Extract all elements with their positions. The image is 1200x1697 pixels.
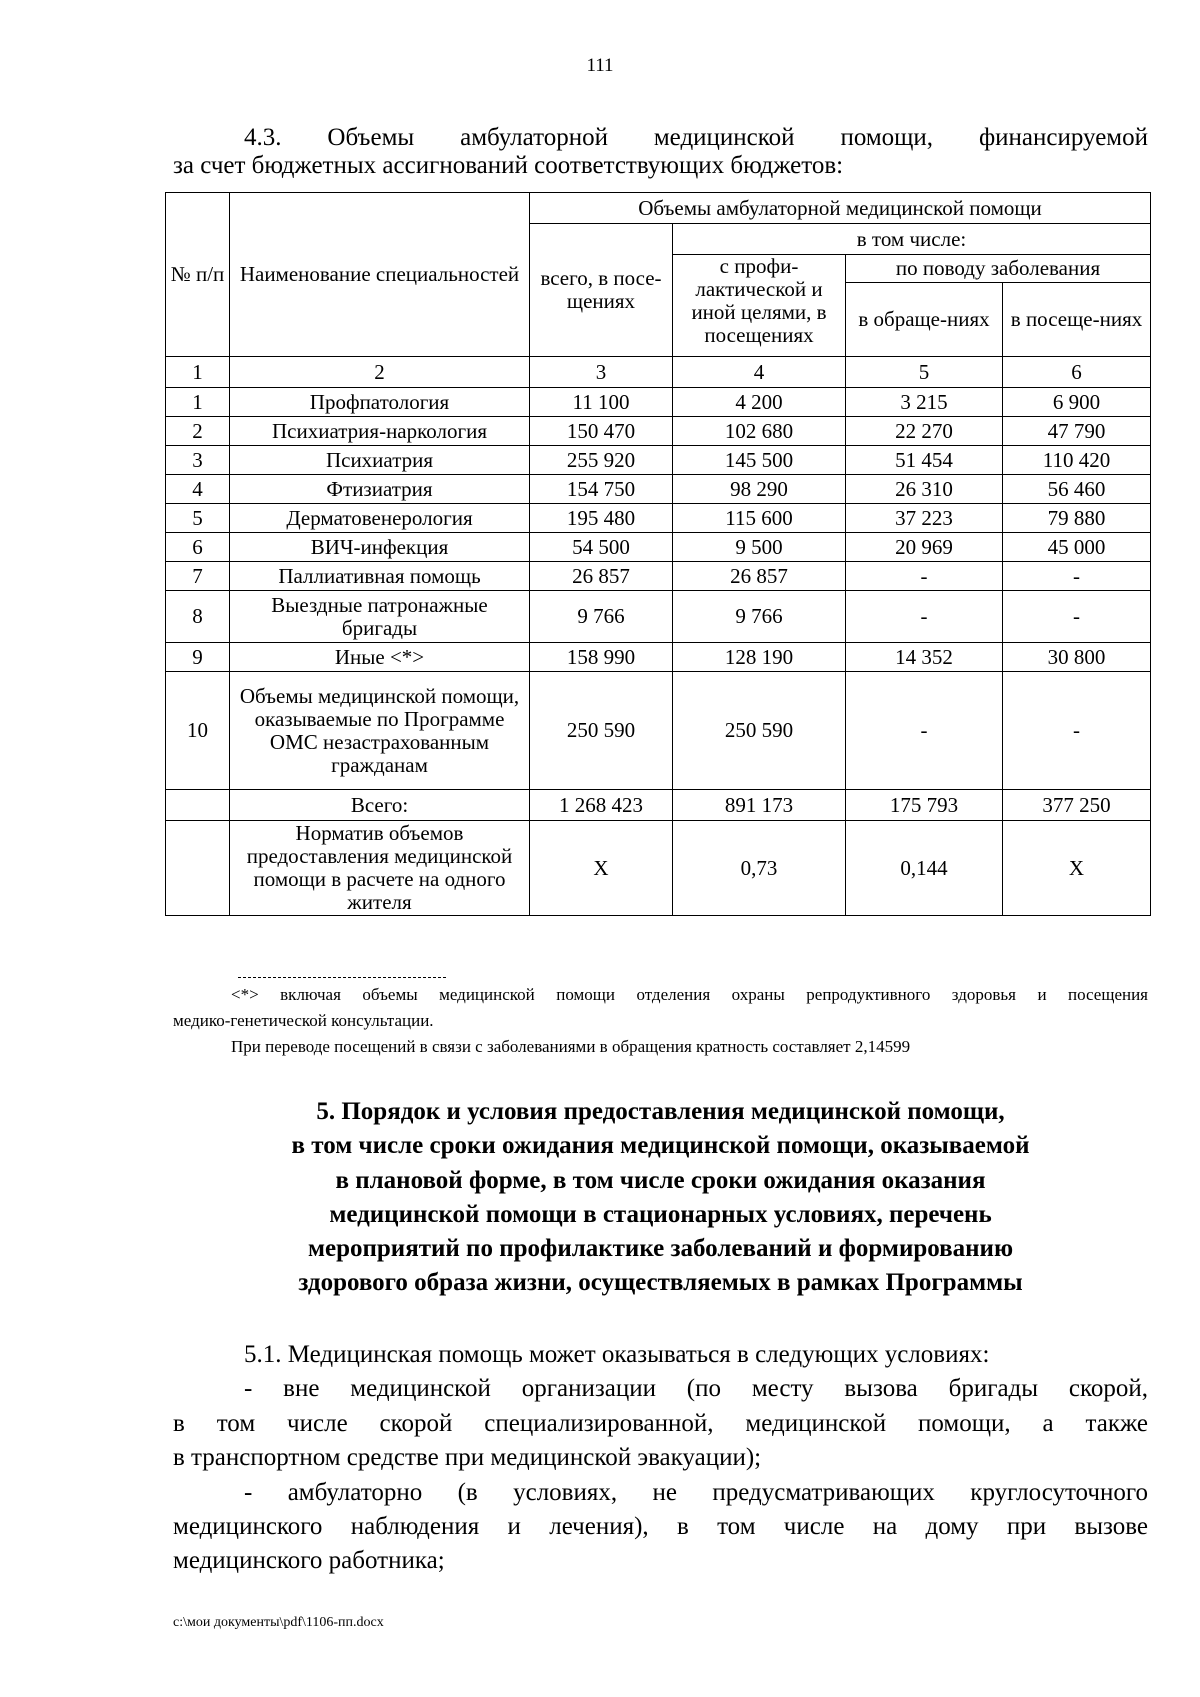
ambulatory-volumes-table [165,192,1151,916]
paragraph-ambulatory-line-3: медицинского работника; [173,1547,445,1575]
chapter-title-line: медицинской помощи в стационарных условиях, перечень [329,1200,992,1228]
table-cell: 9 500 [673,533,846,562]
table-cell: 891 173 [673,790,846,821]
table-row [166,417,1151,446]
paragraph-outside-line-2: в том числе скорой специализированной, медицинской помощи, а также [173,1409,1148,1437]
table-cell: Иные <*> [230,643,530,672]
table-cell: 3 [166,446,230,475]
table-cell: Психиатрия-наркология [230,417,530,446]
table-cell: 6 [1003,357,1151,388]
table-cell: 145 500 [673,446,846,475]
section-title [173,124,1148,180]
table-cell: 1 [166,357,230,388]
table-cell: Выездные патронажные бригады [230,591,530,643]
table-cell: 2 [230,357,530,388]
table-cell: 0,73 [673,821,846,916]
table-cell: - [846,672,1003,790]
paragraph-outside-line-1: - вне медицинской организации (по месту вызова бригады скорой, [244,1375,1148,1403]
table-cell: 11 100 [530,388,673,417]
section-title-line-1: 4.3. Объемы амбулаторной медицинской помощи, финансируемой [244,124,1148,151]
column-number-row [166,357,1151,388]
table-cell: 377 250 [1003,790,1151,821]
table-cell: - [1003,562,1151,591]
table-cell: 51 454 [846,446,1003,475]
table-cell: Х [530,821,673,916]
table-cell: 1 268 423 [530,790,673,821]
table-cell: 195 480 [530,504,673,533]
table-cell: 14 352 [846,643,1003,672]
paragraph-outside-line-3: в транспортном средстве при медицинской эвакуации); [173,1444,762,1472]
table-cell: - [1003,672,1151,790]
table-cell: 20 969 [846,533,1003,562]
table-cell: 98 290 [673,475,846,504]
table-cell: Дерматовенерология [230,504,530,533]
table-cell: 175 793 [846,790,1003,821]
footnote-line-1: <*> включая объемы медицинской помощи отделения охраны репродуктивного здоровья и посещения [231,985,1148,1004]
table-cell: 6 [166,533,230,562]
footnote-separator [238,977,446,978]
table-cell: 128 190 [673,643,846,672]
section-title-line-2: за счет бюджетных ассигнований соответствующих бюджетов: [173,152,844,179]
table-cell: 79 880 [1003,504,1151,533]
table-cell: 1 [166,388,230,417]
table-cell: 4 [673,357,846,388]
body-text [173,1338,1148,1579]
table-cell: Всего: [230,790,530,821]
table-cell: 0,144 [846,821,1003,916]
table-cell: 4 200 [673,388,846,417]
table-cell: 9 766 [673,591,846,643]
chapter-title-line: мероприятий по профилактике заболеваний и формированию [307,1235,1014,1263]
table-cell: 3 [530,357,673,388]
paragraph-ambulatory-line-2: медицинского наблюдения и лечения), в том числе на дому при вызове [173,1513,1148,1541]
paragraph-ambulatory-line-1: - амбулаторно (в условиях, не предусматривающих круглосуточного [244,1478,1148,1506]
table-cell: 26 857 [673,562,846,591]
table-cell: Фтизиатрия [230,475,530,504]
table-cell: Норматив объемов предоставления медицинской помощи в расчете на одного жителя [230,821,530,916]
paragraph-5-1: 5.1. Медицинская помощь может оказываться в следующих условиях: [244,1341,990,1368]
table-cell: 3 215 [846,388,1003,417]
chapter-title-line: здорового образа жизни, осуществляемых в рамках Программы [298,1269,1023,1297]
table-row [166,562,1151,591]
table-row [166,790,1151,821]
table-cell: 26 310 [846,475,1003,504]
table-cell: 115 600 [673,504,846,533]
table-cell: 102 680 [673,417,846,446]
table-cell: - [1003,591,1151,643]
table-cell: Х [1003,821,1151,916]
table-cell: 250 590 [673,672,846,790]
header-disease: по поводу заболевания [846,255,1151,283]
table-cell: Объемы медицинской помощи, оказываемые по Программе ОМС незастрахованным гражданам [230,672,530,790]
table-row [166,643,1151,672]
file-path: c:\мои документы\pdf\1106-пп.docx [173,1615,384,1630]
table-cell: 7 [166,562,230,591]
table-cell: 4 [166,475,230,504]
header-total: всего, в посе-щениях [530,224,673,357]
page-number: 111 [586,55,614,76]
table-cell: Паллиативная помощь [230,562,530,591]
table-cell: 110 420 [1003,446,1151,475]
table-cell: 30 800 [1003,643,1151,672]
header-name: Наименование специальностей [230,193,530,357]
table-cell: 10 [166,672,230,790]
table-cell: 45 000 [1003,533,1151,562]
table-cell: 22 270 [846,417,1003,446]
header-num: № п/п [166,193,230,357]
table-row [166,533,1151,562]
table-cell: - [846,562,1003,591]
table-cell: 47 790 [1003,417,1151,446]
chapter-title-line: в том числе сроки ожидания медицинской помощи, оказываемой [291,1132,1030,1160]
table-row [166,591,1151,643]
table-cell: Профпатология [230,388,530,417]
footnote-line-2: медико-генетической консультации. [173,1011,434,1030]
table-cell: - [846,591,1003,643]
table-cell [166,821,230,916]
table-row [166,504,1151,533]
table-cell: 158 990 [530,643,673,672]
conversion-note: При переводе посещений в связи с заболеваниями в обращения кратность составляет 2,14599 [231,1037,911,1056]
table-cell: 54 500 [530,533,673,562]
table-row [166,446,1151,475]
table-row [166,388,1151,417]
header-appeals: в обраще-ниях [846,283,1003,357]
table-cell: 56 460 [1003,475,1151,504]
table-cell [166,790,230,821]
table-cell: 8 [166,591,230,643]
table-cell: 9 766 [530,591,673,643]
table-cell: Психиатрия [230,446,530,475]
table-cell: 5 [166,504,230,533]
table-cell: 255 920 [530,446,673,475]
table-cell: 154 750 [530,475,673,504]
table-row [166,672,1151,790]
chapter-title-line: в плановой форме, в том числе сроки ожидания оказания [335,1166,986,1194]
table-cell: ВИЧ-инфекция [230,533,530,562]
header-including: в том числе: [673,224,1151,255]
footnote [173,982,1148,1034]
chapter-title-line: 5. Порядок и условия предоставления медицинской помощи, [316,1098,1005,1125]
table-cell: 9 [166,643,230,672]
table-cell: 5 [846,357,1003,388]
table-row [166,475,1151,504]
table-cell: 37 223 [846,504,1003,533]
chapter-title [173,1095,1148,1301]
table-cell: 2 [166,417,230,446]
table-row [166,821,1151,916]
table-cell: 26 857 [530,562,673,591]
header-group: Объемы амбулаторной медицинской помощи [530,193,1151,224]
table-cell: 6 900 [1003,388,1151,417]
table-cell: 150 470 [530,417,673,446]
table-cell: 250 590 [530,672,673,790]
header-visits: в посеще-ниях [1003,283,1151,357]
header-prophylactic: с профи-лактической и иной целями, в посещениях [673,255,846,357]
